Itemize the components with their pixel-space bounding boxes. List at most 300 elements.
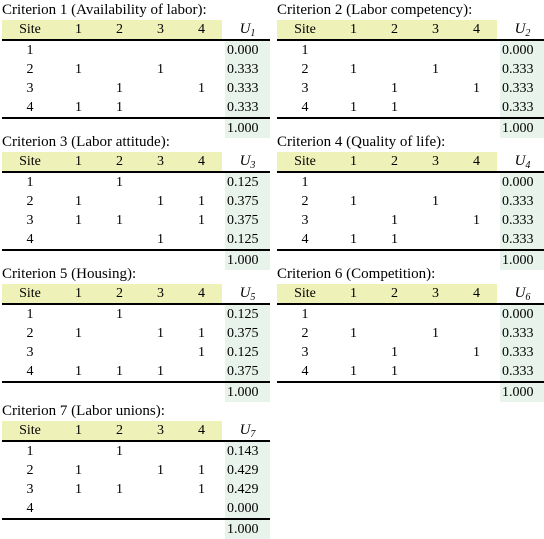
spacer: [456, 382, 497, 402]
spacer: [58, 382, 99, 402]
site-column-header: 1: [58, 152, 99, 172]
utility-subscript: 5: [250, 292, 256, 303]
comparison-cell: [456, 304, 497, 324]
spacer: [2, 519, 58, 539]
utility-total: 1.000: [225, 382, 270, 402]
comparison-cell: [415, 230, 456, 250]
utility-symbol: U: [514, 153, 526, 169]
comparison-cell: [415, 79, 456, 98]
spacer: [2, 382, 58, 402]
comparison-cell: 1: [157, 62, 164, 77]
criterion-table: [2, 421, 270, 539]
comparison-cell: [374, 172, 415, 192]
site-header: Site: [2, 284, 58, 304]
site-row: [277, 362, 544, 382]
comparison-cell: [415, 304, 456, 324]
site-row: [2, 461, 270, 480]
comparison-cell: [140, 480, 181, 499]
criterion-table: [2, 20, 270, 138]
comparison-cell: 1: [391, 364, 398, 379]
utility-subscript: 4: [525, 160, 531, 171]
utility-value: 0.125: [225, 230, 270, 250]
site-number: 3: [26, 81, 34, 96]
comparison-cell: [140, 79, 181, 98]
site-column-header: 3: [140, 152, 181, 172]
comparison-cell: [374, 324, 415, 343]
site-number: 2: [26, 326, 34, 341]
comparison-cell: [181, 172, 222, 192]
utility-symbol: U: [239, 153, 251, 169]
comparison-cell: [374, 192, 415, 211]
comparison-cell: [58, 343, 99, 362]
spacer: [140, 382, 181, 402]
spacer: [333, 382, 374, 402]
comparison-cell: 1: [116, 213, 123, 228]
comparison-cell: 1: [75, 364, 82, 379]
comparison-cell: [140, 211, 181, 230]
site-column-header: 1: [58, 284, 99, 304]
comparison-cell: [333, 211, 374, 230]
site-number: 4: [301, 364, 309, 379]
site-number: 2: [301, 62, 309, 77]
total-row: [277, 382, 544, 402]
comparison-cell: [99, 343, 140, 362]
site-column-header: 3: [415, 20, 456, 40]
comparison-cell: [58, 40, 99, 60]
comparison-cell: 1: [75, 62, 82, 77]
site-row: [2, 192, 270, 211]
site-column-header: 2: [374, 152, 415, 172]
site-column-header: 4: [456, 20, 497, 40]
site-column-header: 1: [333, 152, 374, 172]
comparison-cell: 1: [116, 81, 123, 96]
utility-value: 0.000: [500, 172, 544, 192]
criterion-title: Criterion 6 (Competition):: [277, 266, 436, 282]
site-number: 3: [26, 345, 34, 360]
site-number: 1: [26, 307, 34, 322]
criterion-block: [277, 266, 544, 402]
comparison-cell: 1: [157, 463, 164, 478]
utility-subscript: 2: [525, 28, 531, 39]
criterion-title: Criterion 5 (Housing):: [2, 266, 137, 282]
header-row: [277, 284, 544, 304]
header-row: [2, 421, 270, 441]
comparison-cell: [99, 499, 140, 519]
comparison-cell: 1: [198, 81, 205, 96]
criterion-title: Criterion 2 (Labor competency):: [277, 2, 473, 18]
site-number: 1: [301, 43, 309, 58]
site-header: Site: [2, 152, 58, 172]
comparison-cell: [181, 60, 222, 79]
utility-value: 0.000: [500, 304, 544, 324]
utility-value: 0.125: [225, 343, 270, 362]
utility-header: [225, 284, 270, 304]
comparison-cell: [99, 192, 140, 211]
comparison-cell: 1: [157, 326, 164, 341]
total-row: [2, 519, 270, 539]
utility-value: 0.000: [225, 40, 270, 60]
comparison-cell: 1: [75, 463, 82, 478]
comparison-cell: [58, 499, 99, 519]
comparison-cell: [181, 98, 222, 118]
spacer: [277, 382, 333, 402]
comparison-cell: [140, 441, 181, 461]
comparison-cell: [99, 461, 140, 480]
comparison-cell: 1: [75, 213, 82, 228]
utility-subscript: 6: [525, 292, 531, 303]
comparison-cell: [333, 304, 374, 324]
comparison-cell: [415, 211, 456, 230]
comparison-cell: 1: [116, 307, 123, 322]
comparison-cell: [140, 172, 181, 192]
criterion-block: [2, 2, 274, 138]
site-row: [277, 211, 544, 230]
comparison-cell: [333, 343, 374, 362]
utility-value: 0.333: [225, 60, 270, 79]
header-row: [2, 20, 270, 40]
comparison-cell: [99, 324, 140, 343]
site-number: 3: [26, 213, 34, 228]
utility-value: 0.375: [225, 211, 270, 230]
site-column-header: 2: [99, 421, 140, 441]
comparison-cell: [181, 40, 222, 60]
utility-total: 1.000: [500, 382, 544, 402]
comparison-cell: [415, 343, 456, 362]
comparison-cell: 1: [432, 326, 439, 341]
site-column-header: 3: [415, 284, 456, 304]
comparison-cell: [374, 304, 415, 324]
comparison-cell: [99, 40, 140, 60]
site-number: 4: [26, 501, 34, 516]
utility-subscript: 3: [250, 160, 256, 171]
spacer: [58, 519, 99, 539]
comparison-cell: 1: [116, 175, 123, 190]
utility-symbol: U: [239, 422, 251, 438]
site-row: [277, 304, 544, 324]
criterion-title: Criterion 3 (Labor attitude):: [2, 134, 170, 150]
site-row: [2, 230, 270, 250]
spacer: [140, 519, 181, 539]
comparison-cell: 1: [75, 194, 82, 209]
comparison-cell: [415, 172, 456, 192]
site-column-header: 4: [181, 284, 222, 304]
comparison-cell: [456, 172, 497, 192]
site-column-header: 1: [58, 20, 99, 40]
site-number: 4: [26, 232, 34, 247]
comparison-cell: 1: [116, 364, 123, 379]
header-row: [2, 284, 270, 304]
comparison-cell: [181, 230, 222, 250]
criterion-table: [2, 284, 270, 402]
site-row: [277, 40, 544, 60]
comparison-cell: 1: [432, 62, 439, 77]
site-number: 1: [26, 444, 34, 459]
comparison-cell: 1: [391, 81, 398, 96]
site-number: 3: [301, 81, 309, 96]
site-column-header: 2: [374, 20, 415, 40]
site-number: 2: [26, 194, 34, 209]
utility-value: 0.375: [225, 324, 270, 343]
comparison-cell: 1: [350, 232, 357, 247]
comparison-cell: [415, 362, 456, 382]
comparison-cell: 1: [198, 194, 205, 209]
utility-symbol: U: [514, 21, 526, 37]
utility-value: 0.333: [500, 79, 544, 98]
comparison-cell: [456, 230, 497, 250]
criterion-block: [2, 266, 274, 402]
spacer: [415, 382, 456, 402]
comparison-cell: [99, 230, 140, 250]
comparison-cell: 1: [198, 326, 205, 341]
site-column-header: 4: [181, 20, 222, 40]
comparison-cell: 1: [350, 100, 357, 115]
site-row: [277, 192, 544, 211]
criterion-table: [2, 152, 270, 270]
site-row: [2, 324, 270, 343]
site-column-header: 2: [374, 284, 415, 304]
comparison-cell: [58, 172, 99, 192]
site-row: [277, 98, 544, 118]
comparison-cell: [58, 79, 99, 98]
site-row: [277, 324, 544, 343]
comparison-cell: [415, 40, 456, 60]
comparison-cell: 1: [116, 444, 123, 459]
criterion-table: [277, 284, 544, 402]
site-column-header: 1: [58, 421, 99, 441]
site-row: [2, 441, 270, 461]
site-row: [2, 98, 270, 118]
utility-header: [500, 20, 544, 40]
comparison-cell: [181, 362, 222, 382]
comparison-cell: [333, 172, 374, 192]
utility-value: 0.333: [500, 98, 544, 118]
site-row: [2, 60, 270, 79]
utility-value: 0.333: [500, 324, 544, 343]
utility-value: 0.125: [225, 172, 270, 192]
utility-header: [225, 152, 270, 172]
criterion-block: [277, 134, 544, 270]
comparison-cell: [58, 441, 99, 461]
utility-value: 0.333: [500, 362, 544, 382]
spacer: [99, 382, 140, 402]
site-row: [277, 230, 544, 250]
criterion-title: Criterion 1 (Availability of labor):: [2, 2, 207, 18]
utility-value: 0.333: [500, 211, 544, 230]
utility-total: 1.000: [500, 118, 544, 138]
site-header: Site: [2, 20, 58, 40]
site-number: 4: [301, 100, 309, 115]
site-column-header: 4: [456, 284, 497, 304]
spacer: [99, 519, 140, 539]
utility-value: 0.333: [225, 98, 270, 118]
site-row: [277, 172, 544, 192]
site-row: [277, 79, 544, 98]
utility-symbol: U: [514, 285, 526, 301]
site-row: [2, 304, 270, 324]
site-number: 1: [26, 43, 34, 58]
utility-value: 0.375: [225, 362, 270, 382]
site-column-header: 1: [333, 284, 374, 304]
comparison-cell: 1: [198, 482, 205, 497]
comparison-cell: 1: [350, 364, 357, 379]
site-row: [2, 499, 270, 519]
comparison-cell: [456, 324, 497, 343]
comparison-cell: 1: [75, 326, 82, 341]
comparison-cell: [456, 362, 497, 382]
comparison-cell: [456, 192, 497, 211]
utility-total: 1.000: [225, 250, 270, 270]
comparison-cell: 1: [432, 194, 439, 209]
spacer: [374, 382, 415, 402]
comparison-cell: [181, 441, 222, 461]
site-column-header: 3: [140, 421, 181, 441]
comparison-cell: [374, 60, 415, 79]
site-row: [2, 362, 270, 382]
utility-value: 0.000: [225, 499, 270, 519]
utility-value: 0.333: [500, 60, 544, 79]
site-column-header: 2: [99, 20, 140, 40]
site-row: [2, 343, 270, 362]
site-number: 3: [301, 213, 309, 228]
site-row: [2, 211, 270, 230]
comparison-cell: [333, 79, 374, 98]
site-column-header: 4: [456, 152, 497, 172]
comparison-cell: 1: [350, 194, 357, 209]
comparison-cell: 1: [198, 463, 205, 478]
comparison-cell: [140, 304, 181, 324]
comparison-cell: 1: [198, 213, 205, 228]
comparison-cell: 1: [157, 232, 164, 247]
total-row: [2, 382, 270, 402]
comparison-cell: [99, 60, 140, 79]
comparison-cell: 1: [157, 364, 164, 379]
utility-header: [225, 20, 270, 40]
comparison-cell: 1: [473, 81, 480, 96]
site-header: Site: [277, 20, 333, 40]
site-header: Site: [277, 152, 333, 172]
criterion-block: [2, 134, 274, 270]
comparison-cell: 1: [391, 100, 398, 115]
site-row: [2, 172, 270, 192]
comparison-cell: 1: [391, 232, 398, 247]
comparison-cell: [58, 230, 99, 250]
site-number: 2: [301, 326, 309, 341]
comparison-cell: [181, 304, 222, 324]
comparison-cell: 1: [391, 213, 398, 228]
utility-value: 0.000: [500, 40, 544, 60]
site-number: 1: [301, 307, 309, 322]
utility-value: 0.125: [225, 304, 270, 324]
criterion-table: [277, 20, 544, 138]
comparison-cell: 1: [116, 100, 123, 115]
comparison-cell: [456, 40, 497, 60]
comparison-cell: [456, 60, 497, 79]
comparison-cell: [456, 98, 497, 118]
site-number: 3: [301, 345, 309, 360]
site-row: [2, 480, 270, 499]
utility-total: 1.000: [225, 118, 270, 138]
site-row: [2, 79, 270, 98]
utility-header: [500, 152, 544, 172]
header-row: [277, 20, 544, 40]
site-row: [277, 343, 544, 362]
site-number: 2: [26, 62, 34, 77]
comparison-cell: 1: [391, 345, 398, 360]
comparison-cell: 1: [75, 100, 82, 115]
comparison-cell: [415, 98, 456, 118]
criterion-block: [2, 403, 274, 539]
site-column-header: 2: [99, 152, 140, 172]
comparison-cell: 1: [350, 326, 357, 341]
site-column-header: 2: [99, 284, 140, 304]
criterion-title: Criterion 7 (Labor unions):: [2, 403, 165, 419]
site-number: 3: [26, 482, 34, 497]
utility-value: 0.429: [225, 461, 270, 480]
utility-header: [500, 284, 544, 304]
utility-symbol: U: [239, 21, 251, 37]
comparison-cell: [181, 499, 222, 519]
utility-value: 0.429: [225, 480, 270, 499]
site-row: [2, 40, 270, 60]
utility-symbol: U: [239, 285, 251, 301]
comparison-cell: [140, 499, 181, 519]
utility-value: 0.375: [225, 192, 270, 211]
comparison-cell: [140, 40, 181, 60]
site-header: Site: [277, 284, 333, 304]
comparison-cell: [333, 40, 374, 60]
comparison-cell: 1: [157, 194, 164, 209]
utility-header: [225, 421, 270, 441]
spacer: [181, 519, 222, 539]
comparison-cell: [58, 304, 99, 324]
utility-subscript: 7: [250, 429, 256, 440]
site-column-header: 3: [140, 20, 181, 40]
utility-value: 0.333: [500, 230, 544, 250]
site-column-header: 4: [181, 152, 222, 172]
site-column-header: 1: [333, 20, 374, 40]
comparison-cell: 1: [75, 482, 82, 497]
utility-value: 0.333: [500, 192, 544, 211]
site-number: 2: [26, 463, 34, 478]
utility-value: 0.333: [500, 343, 544, 362]
criterion-table: [277, 152, 544, 270]
utility-subscript: 1: [250, 28, 256, 39]
site-number: 4: [301, 232, 309, 247]
site-column-header: 4: [181, 421, 222, 441]
header-row: [2, 152, 270, 172]
site-number: 4: [26, 364, 34, 379]
comparison-cell: [140, 343, 181, 362]
spacer: [181, 382, 222, 402]
site-number: 1: [301, 175, 309, 190]
utility-value: 0.143: [225, 441, 270, 461]
site-column-header: 3: [415, 152, 456, 172]
utility-total: 1.000: [225, 519, 270, 539]
utility-total: 1.000: [500, 250, 544, 270]
comparison-cell: 1: [198, 345, 205, 360]
criterion-title: Criterion 4 (Quality of life):: [277, 134, 446, 150]
comparison-cell: 1: [473, 213, 480, 228]
comparison-cell: 1: [473, 345, 480, 360]
utility-value: 0.333: [225, 79, 270, 98]
site-number: 1: [26, 175, 34, 190]
site-number: 4: [26, 100, 34, 115]
site-number: 2: [301, 194, 309, 209]
comparison-cell: 1: [116, 482, 123, 497]
site-header: Site: [2, 421, 58, 441]
comparison-cell: [140, 98, 181, 118]
criterion-block: [277, 2, 544, 138]
